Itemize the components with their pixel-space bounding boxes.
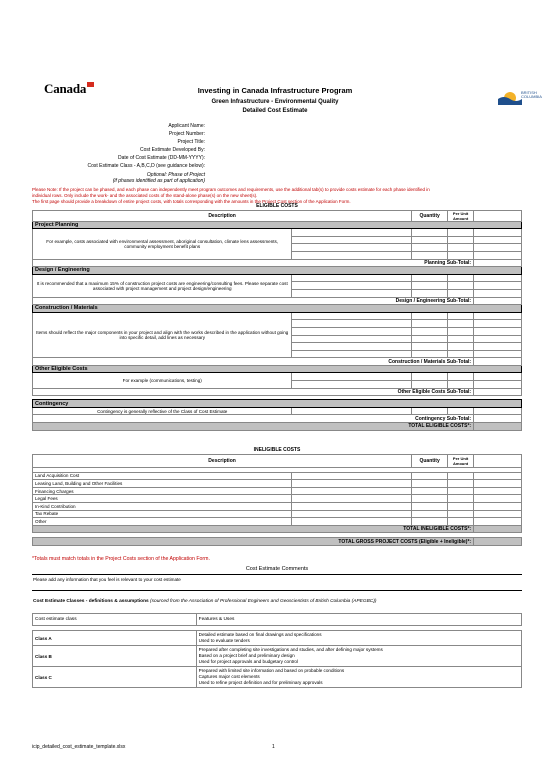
svg-text:BRITISH: BRITISH: [521, 90, 537, 95]
field-applicant-name: Applicant Name:: [168, 123, 205, 129]
footer-filename: icip_detailed_cost_estimate_template.xlsx: [32, 744, 126, 750]
eligible-costs-table: [32, 203, 522, 431]
classes-table: [32, 613, 522, 688]
comments-title: Cost Estimate Comments: [245, 566, 309, 572]
ineligible-item: Legal Fees: [33, 495, 292, 503]
canada-wordmark: Canada: [44, 81, 94, 97]
total-eligible: TOTAL ELIGIBLE COSTS*:: [33, 423, 474, 431]
construction-subtotal: Construction / Materials Sub-Total:: [33, 358, 474, 366]
section-contingency: Contingency: [33, 400, 522, 408]
ineligible-item: Financing Charges: [33, 487, 292, 495]
ineligible-col-quantity: Quantity: [412, 454, 448, 467]
ineligible-item: Leasing Land, Building and Other Facilities: [33, 480, 292, 488]
planning-help: For example, costs associated with environmental assessment, aboriginal consultation, climate lens assessments, community employment benefit plans: [33, 229, 292, 259]
svg-text:COLUMBIA: COLUMBIA: [521, 94, 542, 99]
ineligible-col-per-unit: Per Unit Amount: [448, 454, 474, 467]
field-class: Cost Estimate Class - A,B,C,D (see guidance below):: [87, 163, 205, 169]
other-subtotal: Other Eligible Costs Sub-Total:: [33, 388, 474, 396]
field-developed-by: Cost Estimate Developed By:: [139, 147, 205, 153]
ineligible-item: Land Acquisition Cost: [33, 472, 292, 480]
ineligible-costs-table: [32, 447, 522, 546]
ineligible-item: Other: [33, 518, 292, 526]
section-planning: Project Planning: [33, 221, 522, 229]
field-project-number: Project Number:: [168, 131, 205, 137]
design-subtotal: Design / Engineering Sub-Total:: [33, 297, 474, 305]
comments-text[interactable]: Please add any information that you feel is relevant to your cost estimate: [33, 577, 181, 582]
field-project-title: Project Title:: [177, 139, 205, 145]
ineligible-item: In-Kind Contribution: [33, 502, 292, 510]
design-help: It is recommended that a maximum 15% of construction project costs are engineering/consulting fees. Please separate cost associated with project management and project design/engineering: [33, 274, 292, 297]
total-gross: TOTAL GROSS PROJECT COSTS (Eligible + Ineligible)*:: [33, 538, 474, 546]
col-per-unit: Per Unit Amount: [448, 210, 474, 221]
class-a: Class A: [33, 631, 197, 646]
field-date: Date of Cost Estimate (DD-MM-YYYY):: [118, 155, 205, 161]
program-title: Investing in Canada Infrastructure Program: [197, 86, 353, 95]
eligible-title: ELIGIBLE COSTS: [256, 203, 298, 210]
section-construction: Construction / Materials: [33, 305, 522, 313]
totals-note: *Totals must match totals in the Project Costs section of the Application Form.: [32, 556, 210, 562]
col-description: Description: [33, 210, 412, 221]
planning-subtotal: Planning Sub-Total:: [33, 259, 474, 267]
contingency-help: Contingency is generally reflective of the Class of Cost Estimate: [33, 407, 292, 415]
page-number: 1: [272, 744, 275, 750]
total-ineligible: TOTAL INELIGIBLE COSTS*:: [33, 525, 474, 533]
class-a-features: Detailed estimate based on final drawings and specifications Used to evaluate tenders: [196, 631, 521, 646]
contingency-subtotal: Contingency Sub-Total:: [33, 415, 474, 423]
class-b-features: Prepared after completing site investigations and studies, and after defining major systems Based on a project brief and preliminary design Used for project approvals and budgetary control: [196, 646, 521, 667]
bc-logo: [498, 85, 542, 105]
classes-title: Cost Estimate Classes - definitions & assumptions (sourced from the Association of Professional Engineers and Geoscientists of British Columbia (APEGBC)): [33, 599, 377, 604]
classes-col1: Cost estimate class: [33, 614, 197, 626]
classes-col2: Features & Uses: [196, 614, 521, 626]
construction-help: Items should reflect the major components in your project and align with the works described in the application without going into specific detail, add lines as necessary: [33, 312, 292, 358]
phase-note: Please Note: If the project can be phased, and each phase can independently meet program outcomes and requirements, use the additional tab(s) to provide costs estimate for each phase identified in individual rows. Only include the work- and the associated costs of the stand-alone phase(s) on the new sheet(s). The first page should provide a breakdown of entire project costs, with totals corresponding with the amounts in the Project Cost section of the Application Form.: [32, 187, 430, 204]
ineligible-item: Tax Rebate: [33, 510, 292, 518]
other-help: For example (communications, testing): [33, 373, 292, 388]
field-phase: Optional: Phase of Project: [146, 172, 205, 178]
ineligible-col-description: Description: [33, 454, 412, 467]
field-phase-note: (if phases identified as part of application): [112, 178, 205, 184]
class-c-features: Prepared with limited site information and based on probable conditions Captures major cost elements Used to refine project definition and for preliminary approvals: [196, 667, 521, 688]
section-other: Other Eligible Costs: [33, 365, 522, 373]
stream-title: Green Infrastructure - Environmental Quality: [211, 99, 339, 105]
section-design: Design / Engineering: [33, 267, 522, 275]
col-quantity: Quantity: [412, 210, 448, 221]
ineligible-title: INELIGIBLE COSTS: [253, 447, 301, 454]
document-title: Detailed Cost Estimate: [242, 108, 308, 114]
class-c: Class C: [33, 667, 197, 688]
class-b: Class B: [33, 646, 197, 667]
flag-icon: [87, 82, 94, 87]
